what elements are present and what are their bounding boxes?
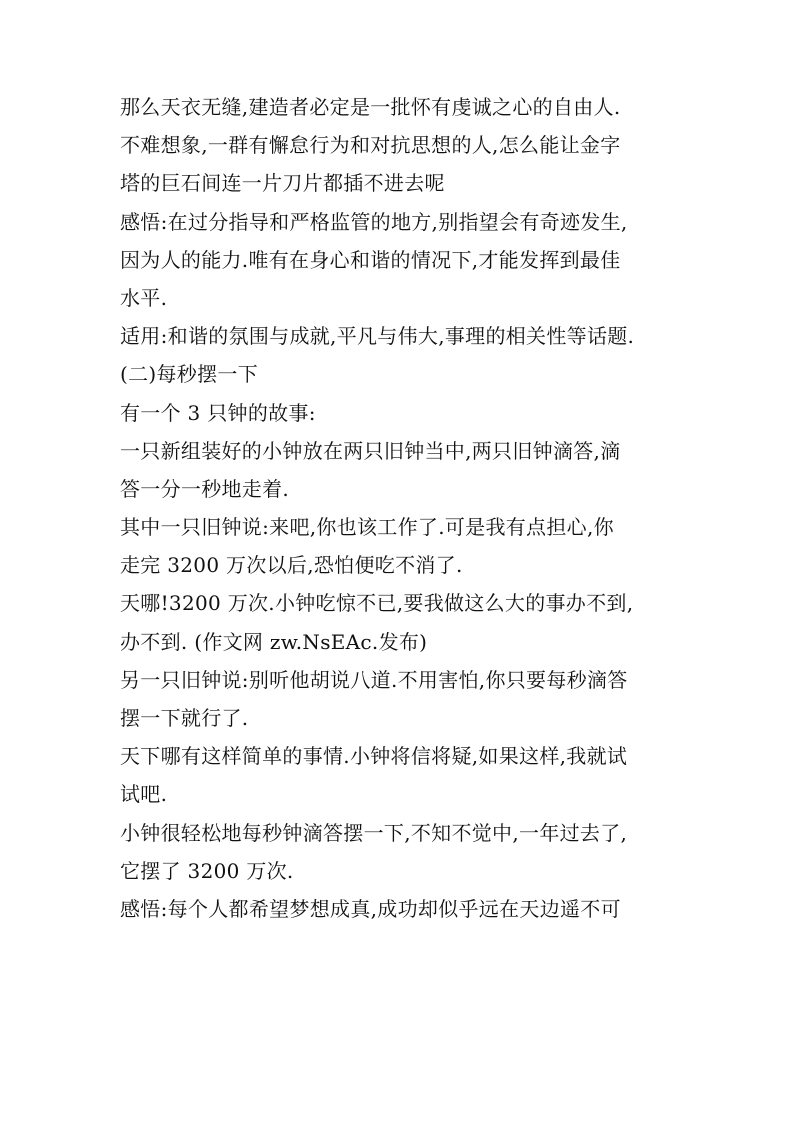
- text-line: 感悟:在过分指导和严格监管的地方,别指望会有奇迹发生,: [120, 209, 628, 234]
- text-line: 小钟很轻松地每秒钟滴答摆一下,不知不觉中,一年过去了,: [120, 820, 628, 845]
- text-line: 不难想象,一群有懈怠行为和对抗思想的人,怎么能让金字: [120, 133, 621, 158]
- text-line: 一只新组装好的小钟放在两只旧钟当中,两只旧钟滴答,滴: [120, 438, 621, 463]
- text-line: 感悟:每个人都希望梦想成真,成功却似乎远在天边遥不可: [120, 896, 621, 921]
- text-line: 摆一下就行了.: [120, 706, 249, 730]
- text-line: 天下哪有这样简单的事情.小钟将信将疑,如果这样,我就试: [120, 744, 628, 769]
- text-line: 天哪!3200 万次.小钟吃惊不已,要我做这么大的事办不到,: [120, 591, 634, 616]
- text-line: 那么天衣无缝,建造者必定是一批怀有虔诚之心的自由人.: [120, 95, 621, 119]
- text-line: 它摆了 3200 万次.: [120, 858, 294, 883]
- text-line: 适用:和谐的氛围与成就,平凡与伟大,事理的相关性等话题.: [120, 324, 635, 349]
- text-line: 水平.: [120, 285, 168, 310]
- text-line: 答一分一秒地走着.: [120, 476, 290, 501]
- text-line: 另一只旧钟说:别听他胡说八道.不用害怕,你只要每秒滴答: [120, 667, 628, 692]
- text-line: 塔的巨石间连一片刀片都插不进去呢: [120, 171, 445, 196]
- text-line: 试吧.: [120, 782, 168, 807]
- text-line: 办不到. (作文网 zw.NsEAc.发布): [120, 629, 428, 654]
- text-line: 因为人的能力.唯有在身心和谐的情况下,才能发挥到最佳: [120, 247, 621, 272]
- text-line: 走完 3200 万次以后,恐怕便吃不消了.: [120, 553, 463, 578]
- text-line: 其中一只旧钟说:来吧,你也该工作了.可是我有点担心,你: [120, 515, 614, 540]
- section-heading: (二)每秒摆一下: [120, 362, 259, 387]
- text-line: 有一个 3 只钟的故事:: [120, 400, 316, 425]
- body-text: [120, 88, 680, 928]
